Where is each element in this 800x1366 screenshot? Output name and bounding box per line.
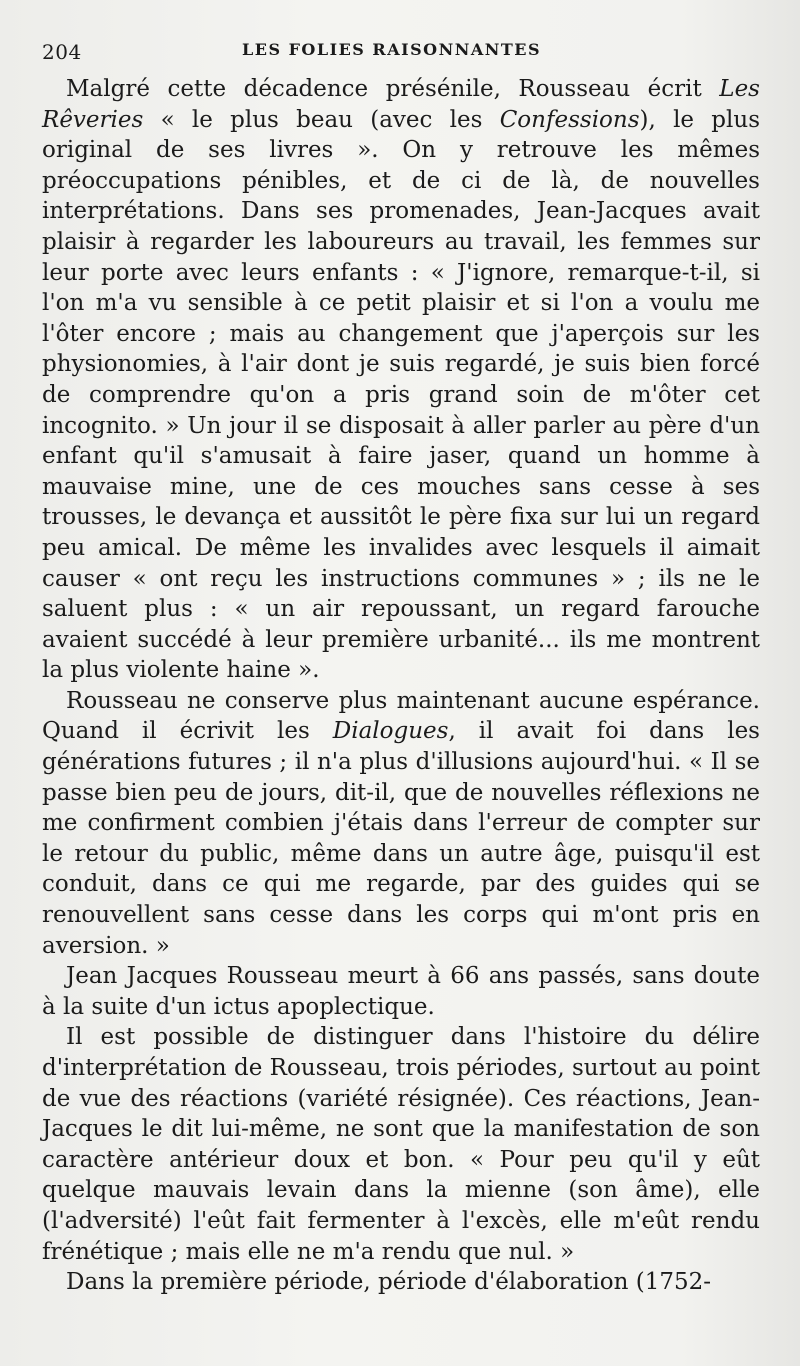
book-title: Dialogues [332,718,449,745]
paragraph: Rousseau ne conserve plus maintenant aucune espérance. Quand il écrivit les Dialogues, il avait foi dans les générations futures ; il n'a plus d'illusions aujourd'hui. « Il se passe bien peu de jours, dit-il, que de nouvelles réflexions ne me confirment combien j'étais dans l'erreur de compter sur le retour du public, même dans un autre âge, puisqu'il est conduit, dans ce qui me regarde, par des guides qui se renouvellent sans cesse dans les corps qui m'ont pris en aversion. » [42,687,760,959]
paragraph: Il est possible de distinguer dans l'histoire du délire d'interprétation de Rousseau, trois périodes, surtout au point de vue des réactions (variété résignée). Ces réactions, Jean-Jacques le dit lui-même, ne sont que la manifestation de son caractère antérieur doux et bon. « Pour peu qu'il y eût quelque mauvais levain dans la mienne (son âme), elle (l'adversité) l'eût fait fermenter à l'excès, elle m'eût rendu frénétique ; mais elle ne m'a rendu que nul. » [42,1024,760,1265]
running-title: LES FOLIES RAISONNANTES [242,40,542,59]
page-number: 204 [42,40,82,64]
page-header [42,30,760,74]
paragraph: Malgré cette décadence présénile, Rousseau écrit Les Rêveries « le plus beau (avec les Confessions), le plus original de ses livres ». On y retrouve les mêmes préoccupations pénibles, et de ci de là, de nouvelles interprétations. Dans ses promenades, Jean-Jacques avait plaisir à regarder les laboureurs au travail, les femmes sur leur porte avec leurs enfants : « J'ignore, remarque-t-il, si l'on m'a vu sensible à ce petit plaisir et si l'on a voulu me l'ôter encore ; mais au changement que j'aperçois sur les physionomies, à l'air dont je suis regardé, je suis bien forcé de comprendre qu'on a pris grand soin de m'ôter cet incognito. » Un jour il se disposait à aller parler au père d'un enfant qu'il s'amusait à faire jaser, quand un homme à mauvaise mine, une de ces mouches sans cesse à ses trousses, le devança et aussitôt le père fixa sur lui un regard peu amical. De même les invalides avec lesquels il aimait causer « ont reçu les instructions communes » ; ils ne le saluent plus : « un air repoussant, un regard farouche avaient succédé à leur première urbanité... ils me montrent la plus violente haine ». [42,76,760,684]
paragraph: Dans la première période, période d'élaboration (1752- [66,1269,711,1296]
body-text [42,74,760,1298]
book-title: Confessions [499,106,640,133]
paragraph: Jean Jacques Rousseau meurt à 66 ans passés, sans doute à la suite d'un ictus apoplectique. [42,963,760,1020]
book-title: Les Rêveries [42,76,760,133]
